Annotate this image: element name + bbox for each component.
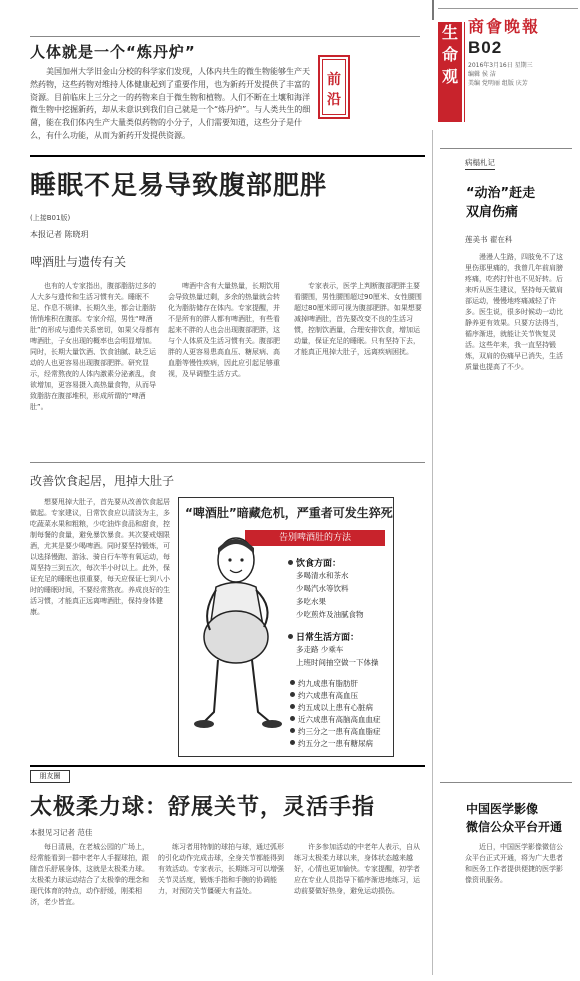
- sidebar-byline: 莲美书 翟在科: [465, 235, 513, 244]
- article-column-3: 专家表示，医学上判断腹部肥胖主要看腰围，男性腰围超过90厘米、女性腰围超过80厘米即可视为腹部肥胖。如果想要减掉啤酒肚，首先要改变不良的生活习惯，控制饮酒量，合理安排饮食，增加运动量，保证充足的睡眠。只有坚持下去，才能真正甩掉大肚子，远离疾病困扰。: [294, 282, 422, 356]
- risk-stat: [290, 726, 381, 737]
- sidebar-tag: 病榻札记: [465, 157, 495, 170]
- column-tag: 朋友圈: [30, 770, 70, 783]
- diet-item: 多吃水果: [296, 597, 326, 606]
- risk-stat-text: 约五分之一患有糖尿病: [298, 739, 373, 748]
- daily-heading: [288, 630, 359, 643]
- risk-stat-text: 约五成以上患有心脏病: [298, 703, 373, 712]
- beer-belly-man-illustration: [184, 532, 284, 752]
- diet-item: 多喝清水和茶水: [296, 571, 349, 580]
- taiji-headline: 太极柔力球：舒展关节，灵活手指: [30, 795, 376, 820]
- column-divider: [432, 130, 433, 975]
- article-column-4: 想要甩掉大肚子，首先要从改善饮食起居做起。专家建议，日常饮食应以清淡为主，多吃蔬菜水果和粗粮，少吃油炸食品和甜食，控制每餐的食量，避免暴饮暴食。其次要戒烟限酒，尤其是要少喝啤酒。同时要坚持锻炼，可以选择慢跑、游泳、骑自行车等有氧运动，每周坚持三到五次，每次半小时以上。此外，保证充足的睡眠也很重要，每天应保证七到八小时的睡眠时间，不要经常熬夜。养成良好的生活习惯，才能真正远离啤酒肚，保持身体健康。: [30, 498, 170, 616]
- risk-stat: [290, 738, 373, 749]
- bullet-icon: [288, 634, 293, 639]
- layout-credit: 美编 党明丽 组版 庆芳: [468, 80, 528, 87]
- article-column-2: 啤酒中含有大量热量，长期饮用会导致热量过剩，多余的热量就会转化为脂肪储存在体内。专家提醒，并不是所有的胖人都有啤酒肚，有些看起来不胖的人也会出现腹部肥胖，这与个人体质及生活习惯有关。腹部肥胖的人更容易患高血压、糖尿病、高血脂等慢性疾病，因此应引起足够重视，及早调整生活方式。: [168, 282, 280, 378]
- section-rule: [30, 155, 425, 157]
- infographic-title: “啤酒肚”暗藏危机，严重者可发生猝死: [185, 506, 393, 520]
- taiji-column-3: 许多参加活动的中老年人表示，自从练习太极柔力球以来，身体状态越来越好，心情也更加愉快。专家提醒，初学者应在专业人员指导下循序渐进地练习，运动前要做好热身，避免运动损伤。: [294, 843, 420, 895]
- method-banner: 告别啤酒肚的方法: [245, 530, 385, 546]
- continued-note: (上接B01版): [30, 214, 71, 222]
- bullet-icon: [288, 560, 293, 565]
- subhead-lifestyle: 改善饮食起居，甩掉大肚子: [30, 474, 175, 488]
- section-label-char: 命: [441, 45, 458, 64]
- daily-heading-text: 日常生活方面：: [296, 633, 360, 643]
- taiji-column-2: 练习者用特制的球拍与球，通过弧形的引化动作完成击球，全身关节都能得到有效活动。专家表示，长期练习可以增强关节灵活度，锻炼手指和手腕的协调能力，对预防关节僵硬大有益处。: [158, 843, 284, 895]
- bullet-icon: [290, 716, 295, 721]
- risk-stat: [290, 678, 358, 689]
- editor-credit: 编辑 侯 洁: [468, 71, 496, 78]
- top-rule: [30, 36, 420, 37]
- article-column-1: 也有的人专家指出，腹部脂肪过多的人大多与遗传和生活习惯有关。睡眠不足、作息不规律、长期久坐，都会让脂肪悄悄堆积在腹部。专家介绍，男性“啤酒肚”的形成与遗传关系密切，如果父母都有啤酒肚，子女出现的概率也会明显增加。同时，长期大量饮酒、饮食油腻、缺乏运动的人也更容易出现腹部肥胖。研究显示，经常熬夜的人体内激素分泌紊乱，食欲增加，更容易摄入高热量食物，从而导致脂肪在腹部堆积，形成所谓的“啤酒肚”。: [30, 282, 160, 411]
- diet-heading-text: 饮食方面：: [296, 559, 342, 569]
- main-byline: 本报记者 陈晓玥: [30, 230, 89, 239]
- risk-stat: [290, 690, 358, 701]
- sidebar-rule: [440, 148, 572, 149]
- bullet-icon: [290, 740, 295, 745]
- risk-stat-text: 近六成患有高脑高血血症: [298, 715, 381, 724]
- page-code: B02: [468, 38, 503, 57]
- top-divider-mark: [432, 0, 434, 20]
- diet-heading: [288, 556, 341, 569]
- sidebar-headline2-1: 中国医学影像: [466, 802, 539, 816]
- frontier-tag-char: 前: [327, 72, 341, 88]
- risk-stat-text: 约三分之一患有高血脂症: [298, 727, 381, 736]
- newspaper-logo: 商會晚報: [468, 17, 541, 36]
- sidebar-body: 漫漫人生路，四肢免不了这里伤那里痛的，我曾几年前肩膀疼痛，吃药打针也不见好转。后来听从医生建议，坚持每天做肩部运动，慢慢地疼痛减轻了许多。医生说，很多时候动一动比静养更有效果。只要方法得当，循序渐进，就能让关节恢复灵活。这些年来，我一直坚持锻炼，双肩的伤痛早已消失，生活质量也提高了不少。: [465, 253, 563, 371]
- intro-title: 人体就是一个“炼丹炉”: [30, 43, 196, 61]
- masthead-vertical-rule: [464, 22, 465, 122]
- sidebar-headline2-2: 微信公众平台开通: [466, 820, 563, 834]
- diet-item: 少吃煎炸及油腻食物: [296, 610, 364, 619]
- taiji-column-1: 每日清晨，在老城公园的广场上，经常能看到一群中老年人手握球拍，跟随音乐舒展身体，这就是太极柔力球。太极柔力球运动结合了太极拳的理念和现代体育的特点，动作舒缓，刚柔相济，老少皆宜。: [30, 843, 149, 906]
- sidebar-body-2: 近日，中国医学影像微信公众平台正式开通，将为广大患者和医务工作者提供便捷的医学影像资讯服务。: [465, 843, 563, 884]
- section-label-box: [438, 22, 462, 122]
- risk-stat-text: 约九成患有脂肪肝: [298, 679, 358, 688]
- section-rule: [30, 765, 425, 767]
- risk-stat: [290, 714, 381, 725]
- bullet-icon: [290, 692, 295, 697]
- daily-item: 上班时间抽空做一下体操: [296, 658, 379, 667]
- bullet-icon: [290, 704, 295, 709]
- divider: [30, 462, 425, 463]
- masthead-rule: [438, 8, 578, 9]
- frontier-tag: [318, 55, 350, 119]
- main-headline: 睡眠不足易导致腹部肥胖: [30, 171, 328, 201]
- taiji-byline: 本报见习记者 范佳: [30, 828, 93, 837]
- bullet-icon: [290, 680, 295, 685]
- section-label-char: 观: [441, 67, 458, 86]
- intro-body: 美国加州大学旧金山分校的科学家们发现，人体内共生的微生物能够生产天然药物，这些药物对维持人体健康起到了重要作用，也为新药开发提供了丰富的资源。目前临床上三分之一的药物来自于微生物和植物。人们不断在土壤和海洋微生物中挖掘新药，却从未意识到我们自己就是一个“炼丹炉”。与人类共生的细菌，能在我们体内生产大量类似药物的小分子，人们需要知道，这些分子是什么，有什么功能，从而为新药开发提供资源。: [30, 67, 311, 140]
- risk-stat-text: 约六成患有高血压: [298, 691, 358, 700]
- sidebar-headline-1: “动治”赶走: [466, 186, 536, 201]
- daily-item: 多走路 少乘车: [296, 645, 344, 654]
- bullet-icon: [290, 728, 295, 733]
- sidebar-rule: [440, 782, 572, 783]
- risk-stat: [290, 702, 373, 713]
- masthead: [438, 8, 578, 128]
- diet-item: 少喝汽水等饮料: [296, 584, 349, 593]
- sidebar-headline-2: 双肩伤痛: [466, 205, 519, 220]
- subhead-genetics: 啤酒肚与遗传有关: [30, 255, 127, 269]
- frontier-tag-char: 沿: [327, 92, 341, 108]
- section-label-char: 生: [441, 23, 458, 42]
- issue-date: 2016年3月16日 星期三: [468, 62, 533, 69]
